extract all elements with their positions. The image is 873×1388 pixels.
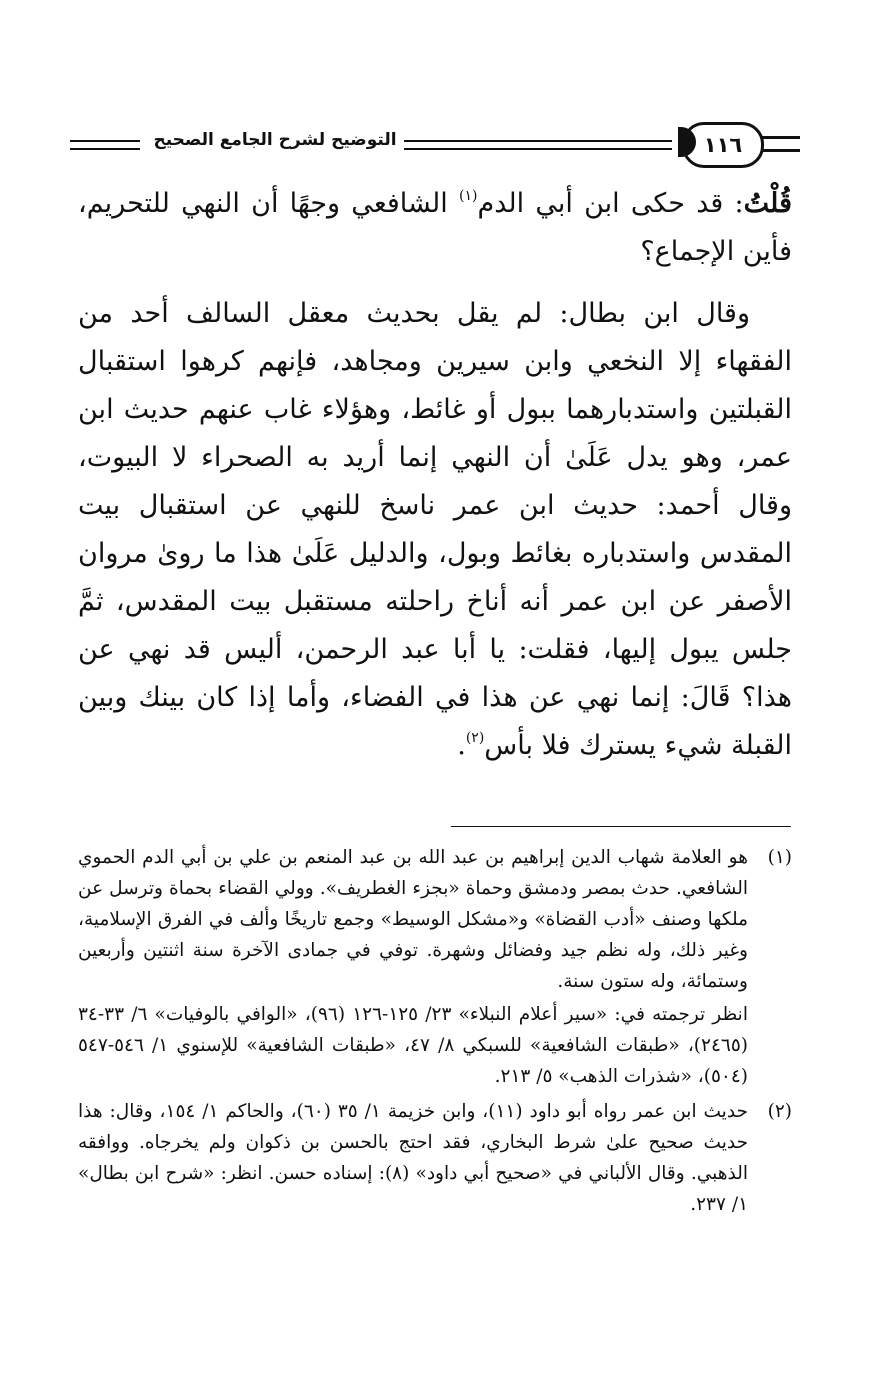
footnotes bbox=[78, 842, 792, 1224]
running-header bbox=[70, 120, 800, 172]
footnote-separator bbox=[451, 826, 791, 827]
page-number: ١١٦ bbox=[703, 133, 743, 157]
footnote-number: (٢) bbox=[767, 1101, 792, 1122]
paragraph-2 bbox=[78, 290, 792, 770]
header-ornament-tail bbox=[760, 136, 800, 152]
paragraph-1-text-b: الشافعي وجهًا أن النهي للتحريم، فأين الإجماع؟ bbox=[78, 188, 792, 267]
footnote-paragraph: هو العلامة شهاب الدين إبراهيم بن عبد الله بن عبد المنعم بن علي بن أبي الدم الحموي الشافعي. حدث بمصر ودمشق وحماة «بجزء الغطريف». وولي القضاء بحماة وترسل عن ملكها وصنف «أدب القضاة» و«مشكل الوسيط» وجمع تاريخًا وألف في الفرق الإسلامية، وغير ذلك، وله نظم جيد وفضائل وشهرة. توفي في جمادى الآخرة سنة اثنتين وأربعين وستمائة، وله ستون سنة. bbox=[78, 847, 748, 992]
running-title: التوضيح لشرح الجامع الصحيح bbox=[153, 130, 397, 150]
footnote-paragraph: حديث ابن عمر رواه أبو داود (١١)، وابن خزيمة ١/ ٣٥ (٦٠)، والحاكم ١/ ١٥٤، وقال: هذا حديث صحيح علىٰ شرط البخاري، فقد احتج بالحسن بن ذكوان ولم يخرجاه. ووافقه الذهبي. وقال الألباني في «صحيح أبي داود» (٨): إسناده حسن. انظر: «شرح ابن بطال» ١/ ٢٣٧. bbox=[78, 1101, 748, 1215]
header-double-rule bbox=[404, 140, 672, 150]
paragraph-2-text-b: . bbox=[457, 730, 466, 761]
paragraph-1-text-a: : قد حكى ابن أبي الدم bbox=[477, 188, 744, 219]
footnote-ref-1[interactable]: (١) bbox=[459, 188, 478, 204]
paragraph-2-text-a: وقال ابن بطال: لم يقل بحديث معقل السالف أحد من الفقهاء إلا النخعي وابن سيرين ومجاهد، فإنهم كرهوا استقبال القبلتين واستدبارهما ببول أو غائط، وهؤلاء غاب عنهم حديث ابن عمر، وهو يدل عَلَىٰ أن النهي إنما أريد به الصحراء لا البيوت، وقال أحمد: حديث ابن عمر ناسخ للنهي عن استقبال بيت المقدس واستدباره بغائط وبول، والدليل عَلَىٰ هذا ما روىٰ مروان الأصفر عن ابن عمر أنه أناخ راحلته مستقبل بيت المقدس، ثمَّ جلس يبول إليها، فقلت: يا أبا عبد الرحمن، أليس قد نهي عن هذا؟ قَالَ: إنما نهي عن هذا في الفضاء، وأما إذا كان بينك وبين القبلة شيء يسترك فلا بأس bbox=[78, 298, 792, 761]
paragraph-1 bbox=[78, 180, 792, 276]
qultu-keyword: قُلْتُ bbox=[743, 188, 792, 219]
footnote-ref-2[interactable]: (٢) bbox=[465, 730, 485, 746]
footnote-paragraph: انظر ترجمته في: «سير أعلام النبلاء» ٢٣/ ١٢٥-١٢٦ (٩٦)، «الوافي بالوفيات» ٦/ ٣٣-٣٤ (٢٤٦٥)، «طبقات الشافعية» للسبكي ٨/ ٤٧، «طبقات الشافعية» للإسنوي ١/ ٥٤٦-٥٤٧ (٥٠٤)، «شذرات الذهب» ٥/ ٢١٣. bbox=[78, 1004, 748, 1087]
footnote-2 bbox=[78, 1096, 792, 1220]
header-double-rule-left bbox=[70, 140, 140, 150]
footnote-number: (١) bbox=[767, 847, 792, 868]
main-text bbox=[78, 180, 792, 770]
footnote-1 bbox=[78, 842, 792, 1092]
